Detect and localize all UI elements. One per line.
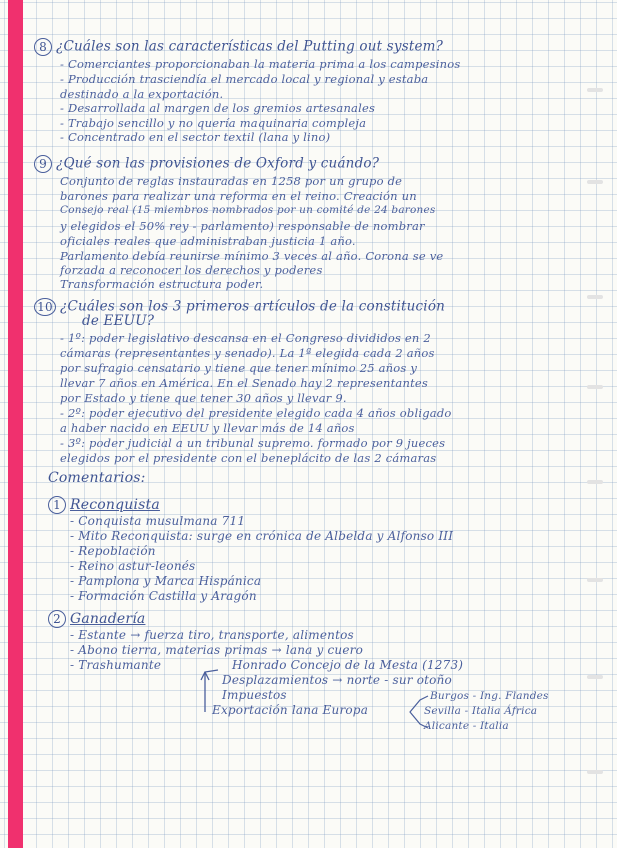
question-number: 10 — [34, 298, 56, 316]
sub-line: Desplazamientos → norte - sur otoño — [222, 673, 452, 687]
comment-number: 2 — [48, 610, 66, 628]
section-heading: Comentarios: — [48, 470, 146, 486]
answer-line: forzada a reconocer los derechos y poderes — [60, 263, 323, 277]
comment-line: - Conquista musulmana 711 — [70, 514, 246, 528]
export-line: Sevilla - Italia África — [424, 705, 538, 717]
question-number: 8 — [34, 38, 52, 56]
answer-line: por Estado y tiene que tener 30 años y llevar 9. — [60, 391, 347, 405]
comment-line: - Repoblación — [70, 544, 156, 558]
answer-line: por sufragio censatario y tiene que tener mínimo 25 años y — [60, 361, 418, 375]
question-text: ¿Cuáles son los 3 primeros artículos de la constitución — [60, 298, 446, 315]
sub-line: Impuestos — [222, 688, 287, 702]
answer-line: destinado a la exportación. — [60, 87, 224, 101]
answer-line: - Comerciantes proporcionaban la materia prima a los campesinos — [60, 57, 461, 71]
export-line: Alicante - Italia — [424, 720, 509, 732]
question-text: ¿Qué son las provisiones de Oxford y cuándo? — [56, 155, 380, 172]
answer-line: Transformación estructura poder. — [60, 277, 264, 291]
comment-line: - Abono tierra, materias primas → lana y cuero — [70, 643, 364, 657]
sub-line: Honrado Concejo de la Mesta (1273) — [232, 658, 464, 672]
comment-title: Ganadería — [70, 611, 146, 627]
answer-line: oficiales reales que administraban justicia 1 año. — [60, 234, 356, 248]
answer-line: Consejo real (15 miembros nombrados por un comité de 24 barones — [60, 204, 436, 216]
question-number: 9 — [34, 155, 52, 173]
answer-line: - Producción trasciendía el mercado local y regional y estaba — [60, 72, 429, 86]
sub-line: Exportación lana Europa — [212, 703, 369, 717]
comment-line: - Trashumante — [70, 658, 162, 672]
comment-title: Reconquista — [70, 497, 160, 513]
question-text-continued: de EEUU? — [82, 313, 155, 329]
answer-line: Conjunto de reglas instauradas en 1258 por un grupo de — [60, 174, 403, 188]
answer-line: - Desarrollada al margen de los gremios artesanales — [60, 101, 376, 115]
answer-line: llevar 7 años en América. En el Senado hay 2 representantes — [60, 376, 429, 390]
answer-line: Parlamento debía reunirse mínimo 3 veces al año. Corona se ve — [60, 249, 444, 263]
answer-line: - Concentrado en el sector textil (lana y lino) — [60, 130, 331, 144]
answer-line: - 3º: poder judicial a un tribunal supremo. formado por 9 jueces — [60, 436, 446, 450]
answer-line: barones para realizar una reforma en el reino. Creación un — [60, 189, 417, 203]
answer-line: - Trabajo sencillo y no quería maquinaria compleja — [60, 116, 367, 130]
answer-line: - 2º: poder ejecutivo del presidente elegido cada 4 años obligado — [60, 406, 452, 420]
comment-line: - Pamplona y Marca Hispánica — [70, 574, 262, 588]
answer-line: a haber nacido en EEUU y llevar más de 14 años — [60, 421, 355, 435]
comment-line: - Mito Reconquista: surge en crónica de Albelda y Alfonso III — [70, 529, 454, 543]
export-line: Burgos - Ing. Flandes — [430, 690, 549, 702]
answer-line: cámaras (representantes y senado). La 1ª elegida cada 2 años — [60, 346, 435, 360]
answer-line: y elegidos el 50% rey - parlamento) responsable de nombrar — [60, 219, 425, 233]
comment-line: - Formación Castilla y Aragón — [70, 589, 257, 603]
comment-line: - Reino astur-leonés — [70, 559, 196, 573]
comment-line: - Estante → fuerza tiro, transporte, alimentos — [70, 628, 354, 642]
comment-number: 1 — [48, 496, 66, 514]
answer-line: - 1º: poder legislativo descansa en el Congreso divididos en 2 — [60, 331, 431, 345]
question-text: ¿Cuáles son las características del Putting out system? — [56, 38, 444, 55]
answer-line: elegidos por el presidente con el beneplácito de las 2 cámaras — [60, 451, 437, 465]
